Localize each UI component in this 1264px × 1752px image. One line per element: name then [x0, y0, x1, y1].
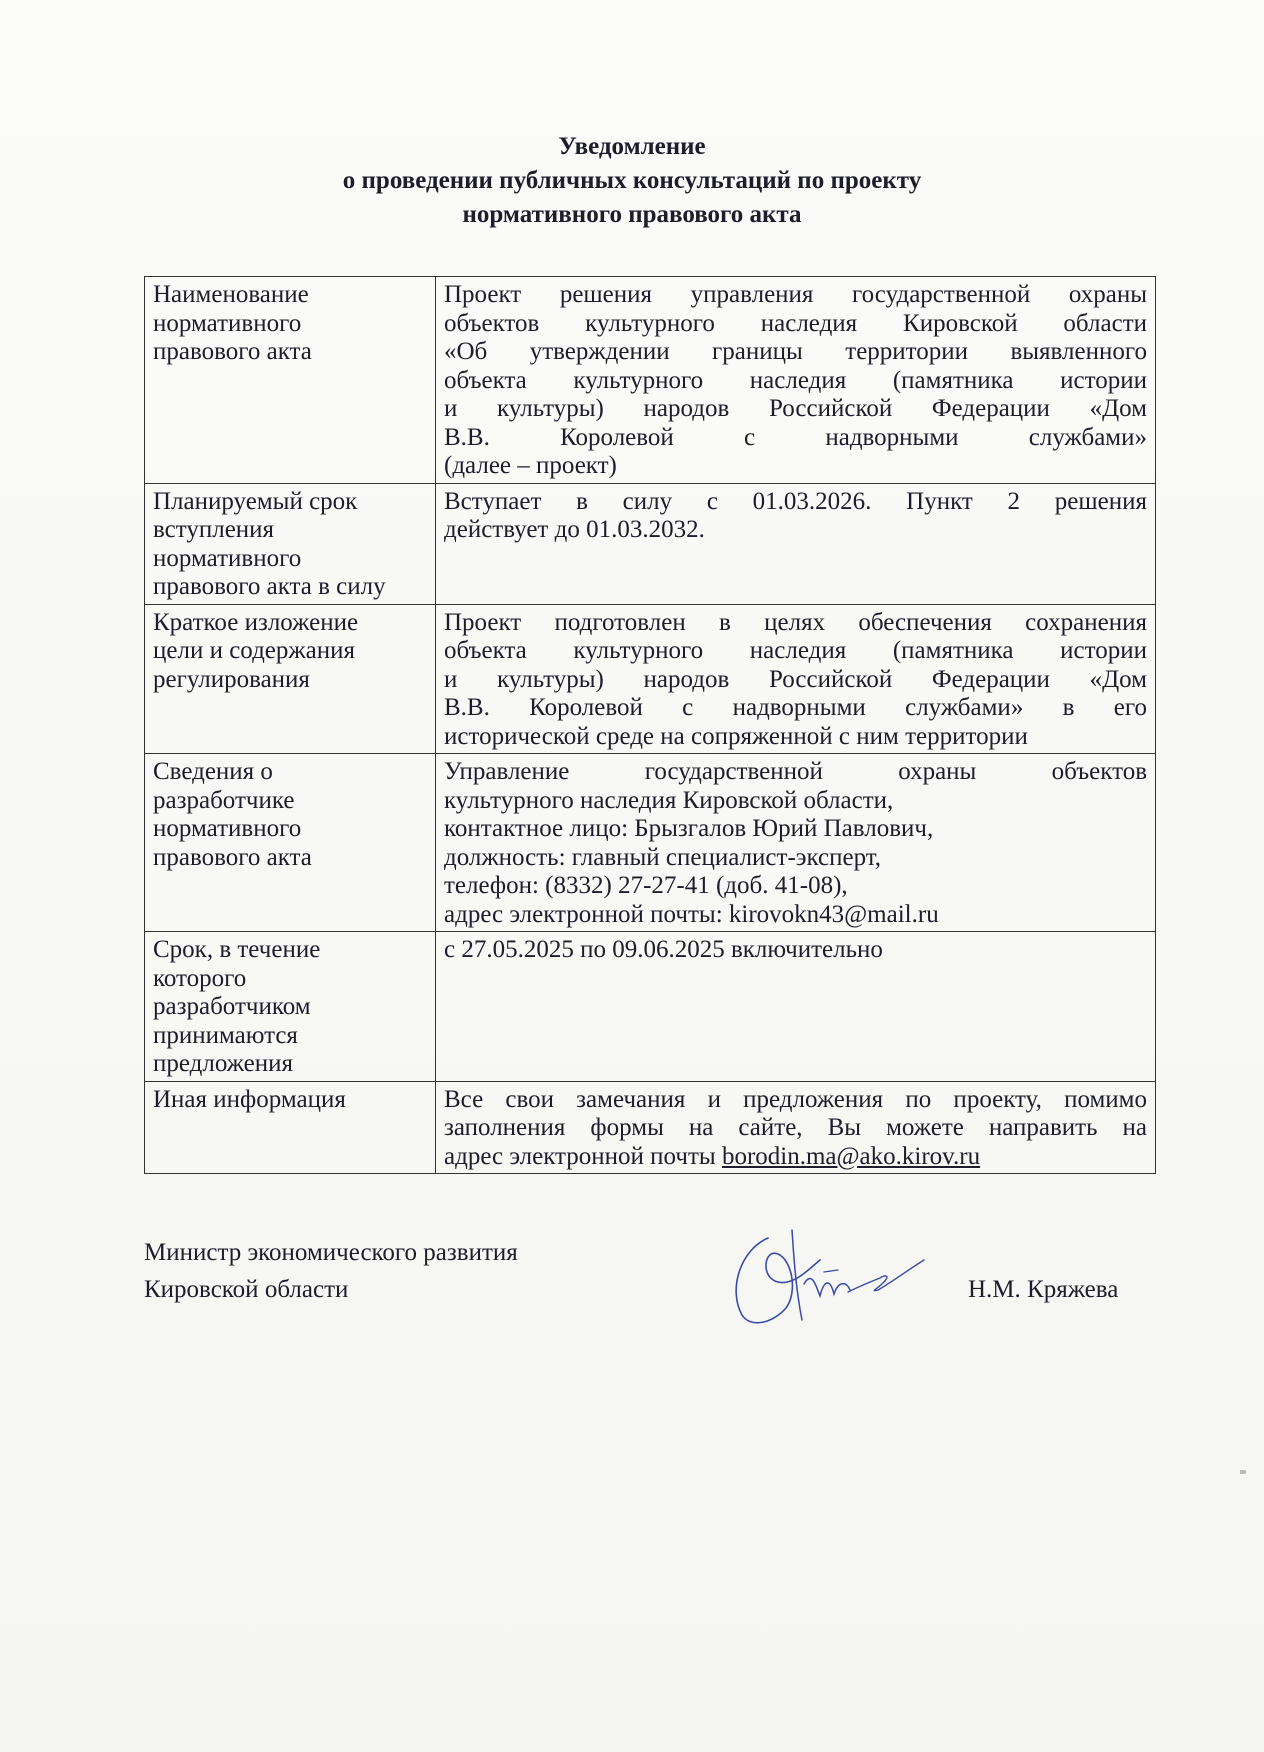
value-line: исторической среде на сопряженной с ним территории — [444, 722, 1028, 750]
value-line: Проект решения управления государственной охраны — [444, 281, 1147, 308]
value-line: адрес электронной почты: kirovokn43@mail.ru — [444, 900, 939, 928]
value-line: объекта культурного наследия (памятника истории — [444, 637, 1147, 664]
position-line-1: Министр экономического развития — [144, 1239, 518, 1266]
row-label — [145, 604, 436, 754]
value-line: Управление государственной охраны объектов — [444, 758, 1147, 785]
row-label — [145, 754, 436, 932]
value-line: культурного наследия Кировской области, — [444, 786, 894, 814]
table-row — [145, 604, 1156, 754]
title-line-1: Уведомление — [558, 133, 706, 160]
label-line: разработчике — [153, 786, 295, 814]
title-line-3: нормативного правового акта — [462, 201, 802, 228]
value-line: и культуры) народов Российской Федерации «Дом — [444, 395, 1147, 422]
table-row — [145, 483, 1156, 604]
value-line: телефон: (8332) 27-27-41 (доб. 41-08), — [444, 872, 848, 899]
value-line: «Об утверждении границы территории выявленного — [444, 338, 1147, 365]
label-line: Иная информация — [153, 1085, 346, 1113]
handwritten-signature — [720, 1220, 930, 1340]
signer-name: Н.М. Кряжева — [968, 1276, 1119, 1303]
label-line: правового акта в силу — [153, 573, 386, 600]
label-line: Наименование — [153, 281, 309, 308]
table-row — [145, 754, 1156, 932]
value-line: с 27.05.2025 по 09.06.2025 включительно — [444, 936, 883, 963]
label-line: предложения — [153, 1050, 294, 1077]
label-line: вступления — [153, 516, 275, 543]
value-line: Вступает в силу с 01.03.2026. Пункт 2 решения — [444, 487, 1147, 515]
value-line — [444, 1143, 1147, 1172]
label-line: разработчиком — [153, 993, 311, 1020]
value-line: заполнения формы на сайте, Вы можете направить на — [444, 1114, 1147, 1141]
label-line: регулирования — [153, 665, 310, 693]
value-line: В.В. Королевой с надворными службами» в его — [444, 694, 1147, 721]
label-line: Краткое изложение — [153, 608, 359, 636]
value-line: Проект подготовлен в целях обеспечения сохранения — [444, 608, 1147, 636]
label-line: Планируемый срок — [153, 487, 358, 515]
label-line: которого — [153, 964, 247, 992]
label-line: нормативного — [153, 815, 302, 842]
label-line: правового акта — [153, 843, 312, 871]
label-line: принимаются — [153, 1021, 298, 1049]
value-line: должность: главный специалист-эксперт, — [444, 843, 882, 871]
value-line: и культуры) народов Российской Федерации «Дом — [444, 665, 1147, 693]
table-row — [145, 277, 1156, 484]
table-row — [145, 1081, 1156, 1174]
row-value — [436, 754, 1156, 932]
label-line: цели и содержания — [153, 637, 356, 664]
row-label — [145, 483, 436, 604]
row-label — [145, 277, 436, 484]
value-line: контактное лицо: Брызгалов Юрий Павлович, — [444, 815, 934, 842]
row-label — [145, 932, 436, 1082]
label-line: Сведения о — [153, 758, 273, 785]
info-table — [144, 276, 1156, 1174]
value-line: В.В. Королевой с надворными службами» — [444, 423, 1147, 451]
value-line: Все свои замечания и предложения по проекту, помимо — [444, 1085, 1147, 1113]
email-link[interactable]: borodin.ma@ako.kirov.ru — [721, 1142, 981, 1170]
row-value — [436, 604, 1156, 754]
value-line-text: адрес электронной почты — [444, 1142, 722, 1170]
row-label — [145, 1081, 436, 1174]
label-line: нормативного — [153, 544, 302, 572]
value-line: действует до 01.03.2032. — [444, 516, 705, 543]
position-line-2: Кировской области — [144, 1276, 349, 1303]
signer-position — [144, 1234, 518, 1308]
row-value — [436, 932, 1156, 1082]
value-line: (далее – проект) — [444, 452, 617, 479]
row-value — [436, 1081, 1156, 1174]
row-value — [436, 277, 1156, 484]
title-line-2: о проведении публичных консультаций по проекту — [342, 167, 922, 194]
scan-speck — [1240, 1470, 1246, 1474]
value-line: объектов культурного наследия Кировской области — [444, 309, 1147, 337]
label-line: Срок, в течение — [153, 936, 321, 963]
label-line: правового акта — [153, 338, 312, 365]
label-line: нормативного — [153, 309, 302, 337]
row-value — [436, 483, 1156, 604]
document-title — [0, 130, 1264, 232]
value-line: объекта культурного наследия (памятника истории — [444, 366, 1147, 394]
table-row — [145, 932, 1156, 1082]
